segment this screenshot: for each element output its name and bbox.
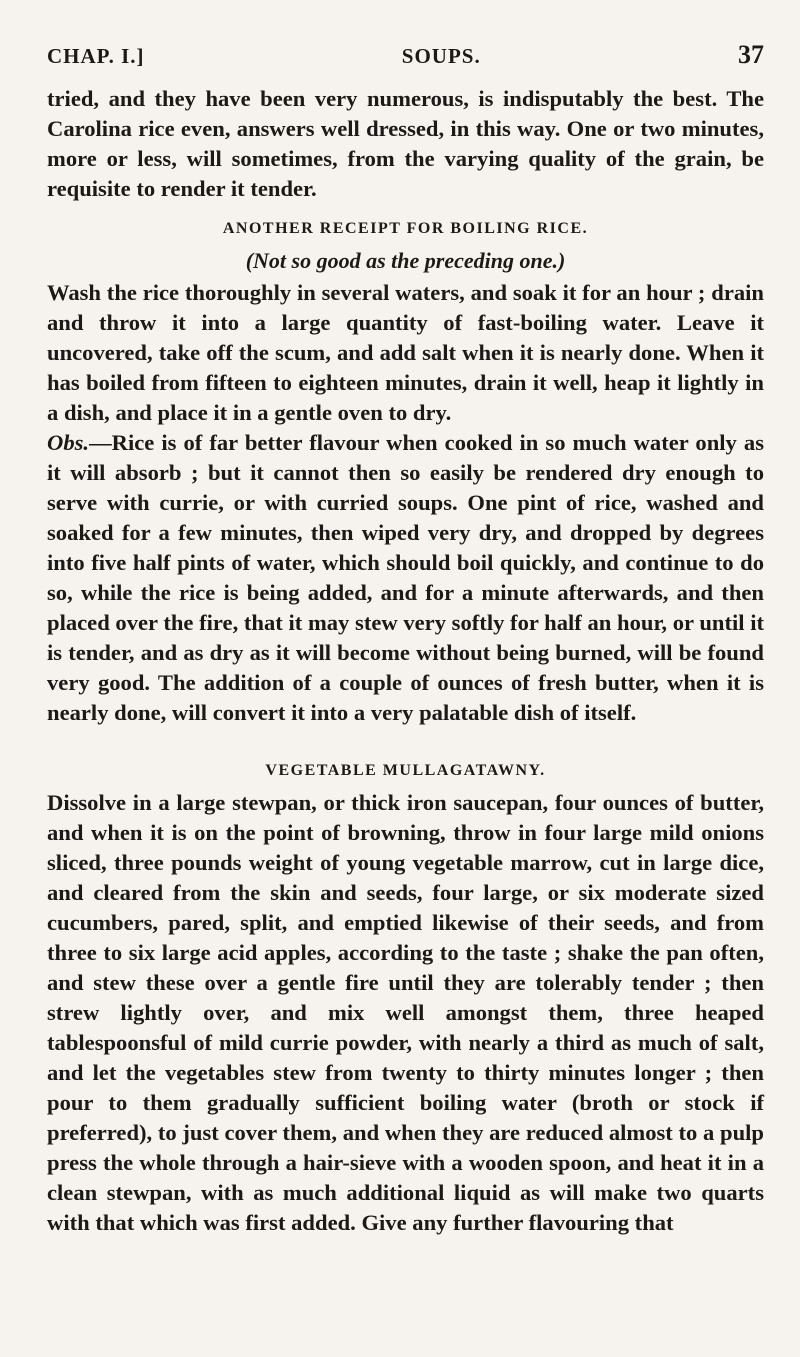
obs-text: —Rice is of far better flavour when cooked in so much water only as it will absorb ; but it cannot then so easily be rendered dry enough to serve with currie, or with curried soups. One pint of rice, washed and soaked for a few minutes, then wiped very dry, and dropped by degrees into five half pints of water, which should boil quickly, and continue to do so, while the rice is being added, and for a minute afterwards, and then placed over the fire, that it may stew very softly for half an hour, or until it is tender, and as dry as it will become without being burned, will be found very good. The addition of a couple of ounces of fresh butter, when it is nearly done, will convert it into a very palatable dish of itself. [47, 430, 764, 725]
section-title: SOUPS. [401, 44, 481, 68]
page-number: 37 [737, 40, 764, 69]
recipe-body-mullagatawny: Dissolve in a large stewpan, or thick iron saucepan, four ounces of butter, and when it is on the point of browning, throw in four large mild onions sliced, three pounds weight of young vegetable marrow, cut in large dice, and cleared from the skin and seeds, four large, or six moderate sized cucumbers, pared, split, and emptied likewise of their seeds, and from three to six large acid apples, according to the taste ; shake the pan often, and stew these over a gentle fire until they are tolerably tender ; then strew lightly over, and mix well amongst them, three heaped tablespoonsful of mild currie powder, with nearly a third as much of salt, and let the vegetables stew from twenty to thirty minutes longer ; then pour to them gradually sufficient boiling water (broth or stock if preferred), to just cover them, and when they are reduced almost to a pulp press the whole through a hair-sieve with a wooden spoon, and heat it in a clean stewpan, with as much additional liquid as will make two quarts with that which was first added. Give any further flavouring that [47, 790, 764, 1235]
obs-label: Obs. [47, 430, 90, 455]
recipe-title-boiling-rice: ANOTHER RECEIPT FOR BOILING RICE. [222, 220, 589, 237]
recipe-body-boiling-rice: Wash the rice thoroughly in several waters, and soak it for an hour ; drain and throw it into a large quantity of fast-boiling water. Leave it uncovered, take off the scum, and add salt when it is nearly done. When it has boiled from fifteen to eighteen minutes, drain it well, heap it lightly in a dish, and place it in a gentle oven to dry. [47, 280, 764, 425]
observation-paragraph [47, 428, 764, 728]
running-head [47, 40, 764, 74]
chapter-label: CHAP. I.] [47, 44, 145, 68]
intro-paragraph: tried, and they have been very numerous, is indisputably the best. The Carolina rice even, answers well dressed, in this way. One or two minutes, more or less, will sometimes, from the varying quality of the grain, be requisite to render it tender. [47, 86, 764, 201]
recipe-title-mullagatawny: VEGETABLE MULLAGATAWNY. [265, 762, 546, 779]
recipe-subtitle: (Not so good as the preceding one.) [245, 248, 566, 273]
page-body [47, 84, 764, 1238]
